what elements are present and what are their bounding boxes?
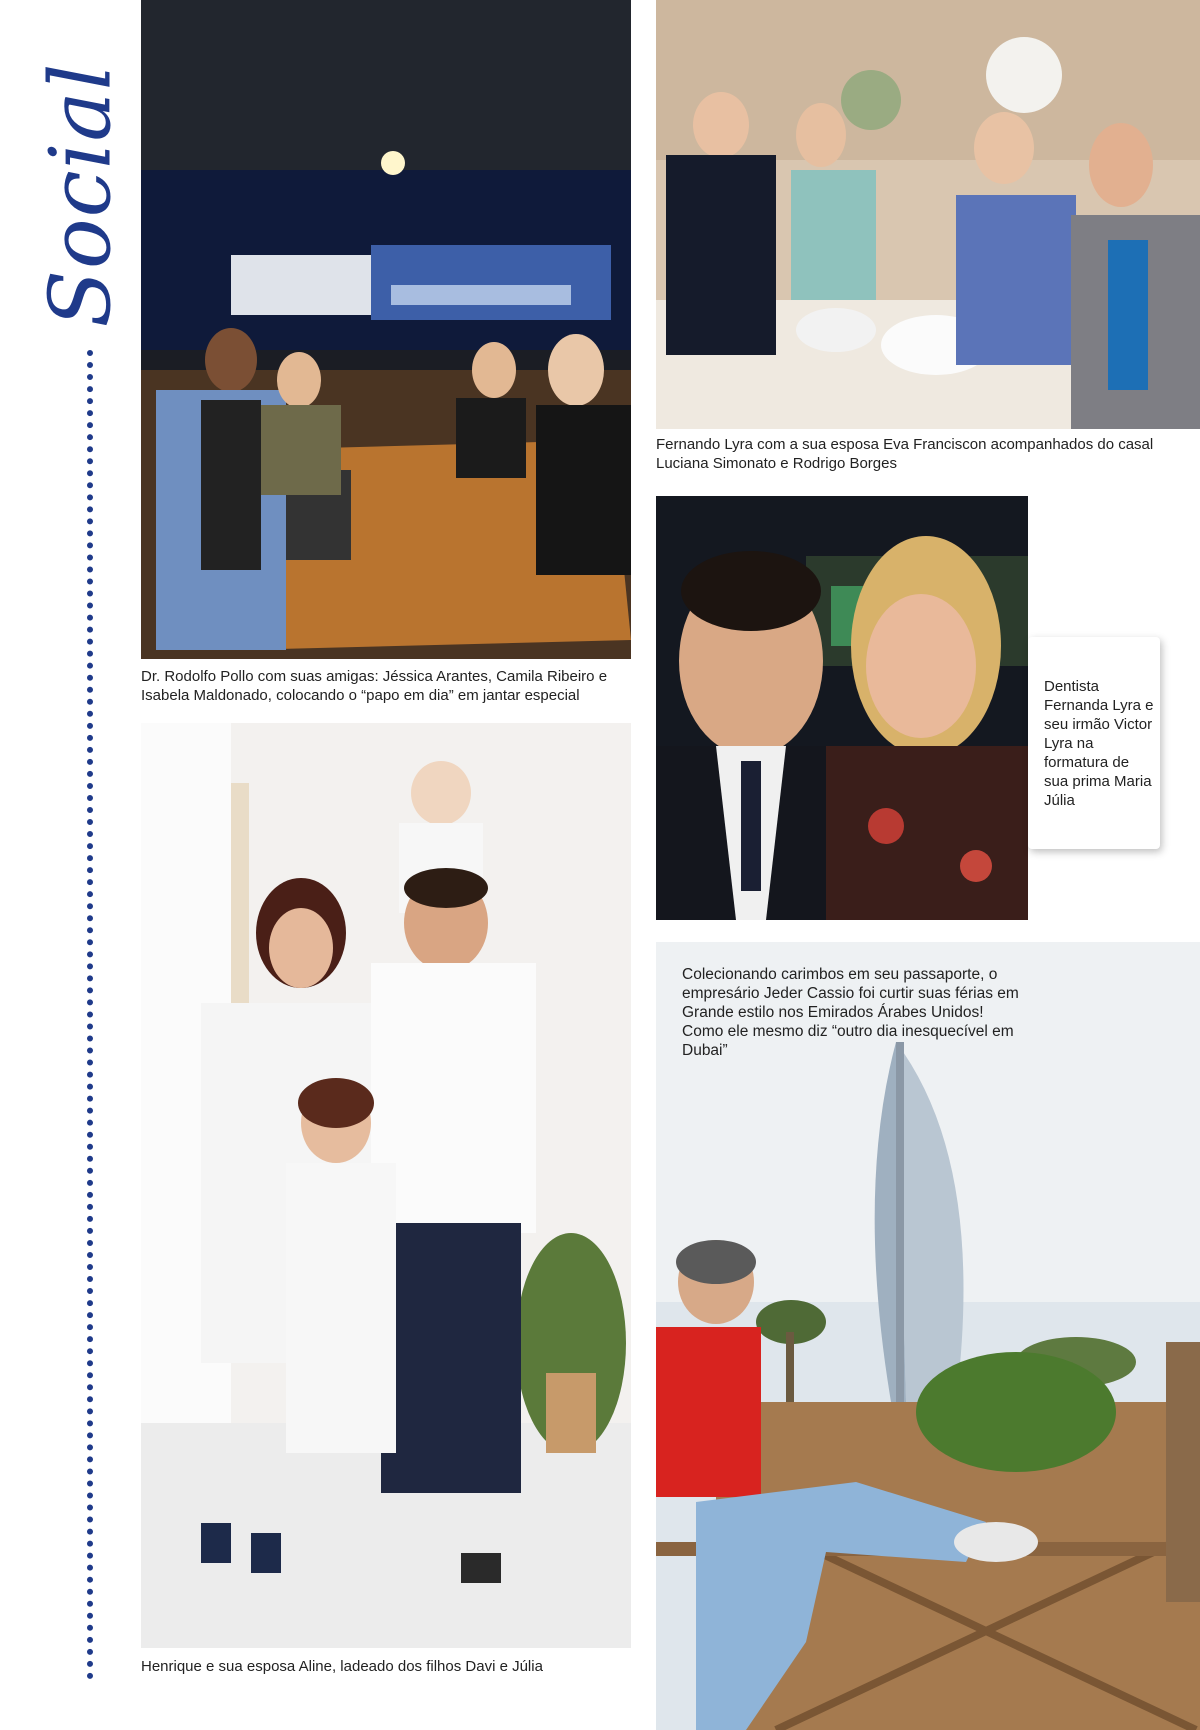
section-title bbox=[30, 60, 130, 330]
photo-dinner bbox=[141, 0, 631, 659]
photo-family bbox=[141, 723, 631, 1648]
caption-dinner: Dr. Rodolfo Pollo com suas amigas: Jéssica Arantes, Camila Ribeiro e Isabela Maldonado, colocando o “papo em dia” em jantar especial bbox=[141, 668, 608, 704]
photo-dubai bbox=[656, 942, 1200, 1730]
dotted-divider bbox=[87, 350, 93, 1680]
caption-siblings: Dentista Fernanda Lyra e seu irmão Victor Lyra na formatura de sua prima Maria Júlia bbox=[1044, 678, 1154, 809]
caption-box-siblings bbox=[1028, 637, 1160, 849]
photo-siblings bbox=[656, 496, 1028, 920]
caption-dubai: Colecionando carimbos em seu passaporte, o empresário Jeder Cassio foi curtir suas férias em Grande estilo nos Emirados Árabes Unidos! Como ele mesmo diz “outro dia inesquecível em Dubai” bbox=[682, 966, 1019, 1059]
caption-family: Henrique e sua esposa Aline, ladeado dos filhos Davi e Júlia bbox=[141, 1658, 543, 1675]
section-title-text: Social bbox=[31, 62, 130, 328]
caption-wedding: Fernando Lyra com a sua esposa Eva Franciscon acompanhados do casal Luciana Simonato e Rodrigo Borges bbox=[656, 436, 1154, 472]
photo-wedding bbox=[656, 0, 1200, 429]
